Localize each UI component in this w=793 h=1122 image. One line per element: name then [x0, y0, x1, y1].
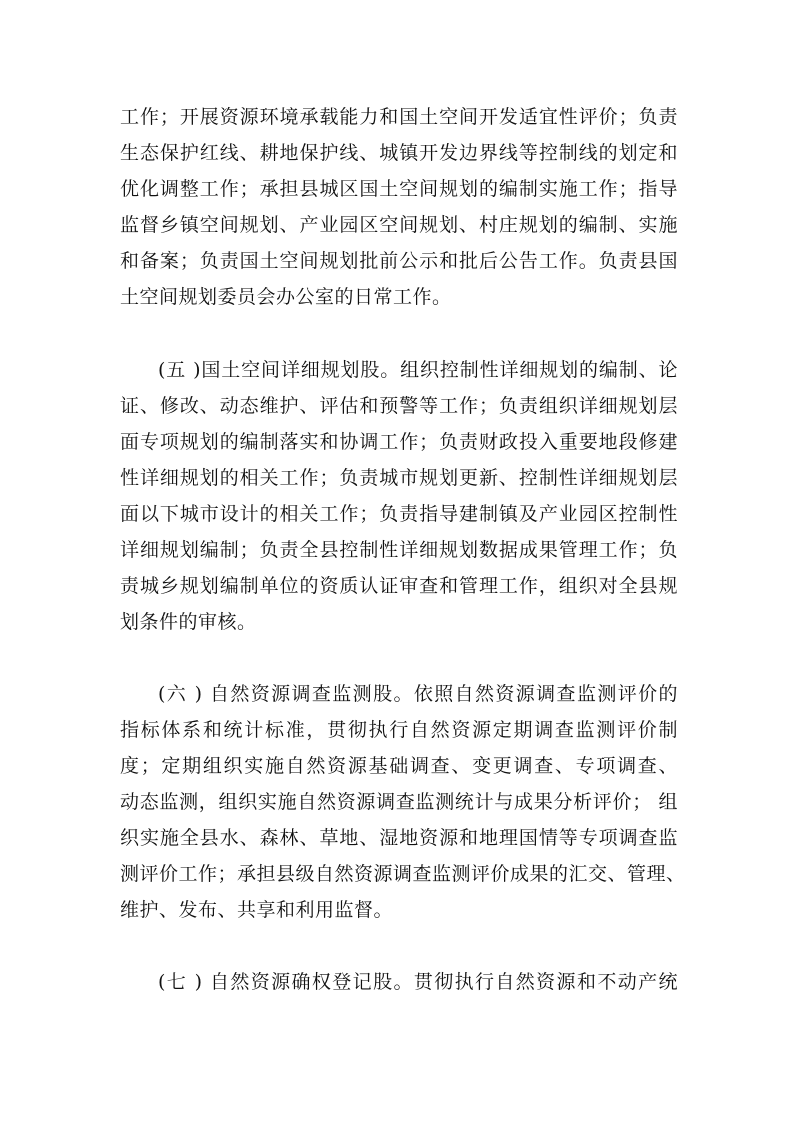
text-line: 指标体系和统计标准，贯彻执行自然资源定期调查监测评价制	[120, 719, 678, 741]
text-line: 织实施全县水、森林、草地、湿地资源和地理国情等专项调查监	[120, 827, 678, 849]
text-line: 面专项规划的编制落实和协调工作；负责财政投入重要地段修建	[120, 431, 678, 453]
text-line: 动态监测，组织实施自然资源调查监测统计与成果分析评价； 组	[120, 791, 678, 813]
text-line: 监督乡镇空间规划、产业园区空间规划、村庄规划的编制、实施	[120, 214, 678, 236]
text-line: 证、修改、动态维护、评估和预警等工作；负责组织详细规划层	[120, 395, 678, 417]
text-line: 责城乡规划编制单位的资质认证审查和管理工作，组织对全县规	[120, 575, 678, 597]
text-line: 和备案；负责国土空间规划批前公示和批后公告工作。负责县国	[120, 250, 678, 272]
section-heading-line: (六 ) 自然资源调查监测股。依照自然资源调查监测评价的	[158, 683, 678, 705]
text-line: 度；定期组织实施自然资源基础调查、变更调查、专项调查、	[120, 755, 678, 777]
text-line: 生态保护红线、耕地保护线、城镇开发边界线等控制线的划定和	[120, 142, 678, 164]
text-line: 详细规划编制；负责全县控制性详细规划数据成果管理工作；负	[120, 539, 678, 561]
section-heading-line: (五 )国土空间详细规划股。组织控制性详细规划的编制、论	[158, 359, 678, 381]
text-line: 土空间规划委员会办公室的日常工作。	[120, 286, 452, 308]
text-line: 测评价工作；承担县级自然资源调查监测评价成果的汇交、管理、	[120, 863, 686, 885]
text-line: 划条件的审核。	[120, 611, 257, 633]
section-heading-line: (七 ) 自然资源确权登记股。贯彻执行自然资源和不动产统	[158, 971, 678, 993]
paragraph-rights-registration-section	[120, 964, 678, 1000]
text-line: 性详细规划的相关工作；负责城市规划更新、控制性详细规划层	[120, 467, 678, 489]
text-line: 面以下城市设计的相关工作；负责指导建制镇及产业园区控制性	[120, 503, 678, 525]
paragraph-continuation-planning-duties	[120, 99, 678, 315]
paragraph-detailed-planning-section	[120, 352, 678, 640]
text-line: 优化调整工作；承担县城区国土空间规划的编制实施工作；指导	[120, 178, 678, 200]
text-line: 维护、发布、共享和利用监督。	[120, 899, 394, 921]
text-line: 工作；开展资源环境承载能力和国土空间开发适宜性评价；负责	[120, 106, 678, 128]
paragraph-resource-survey-section	[120, 676, 686, 928]
